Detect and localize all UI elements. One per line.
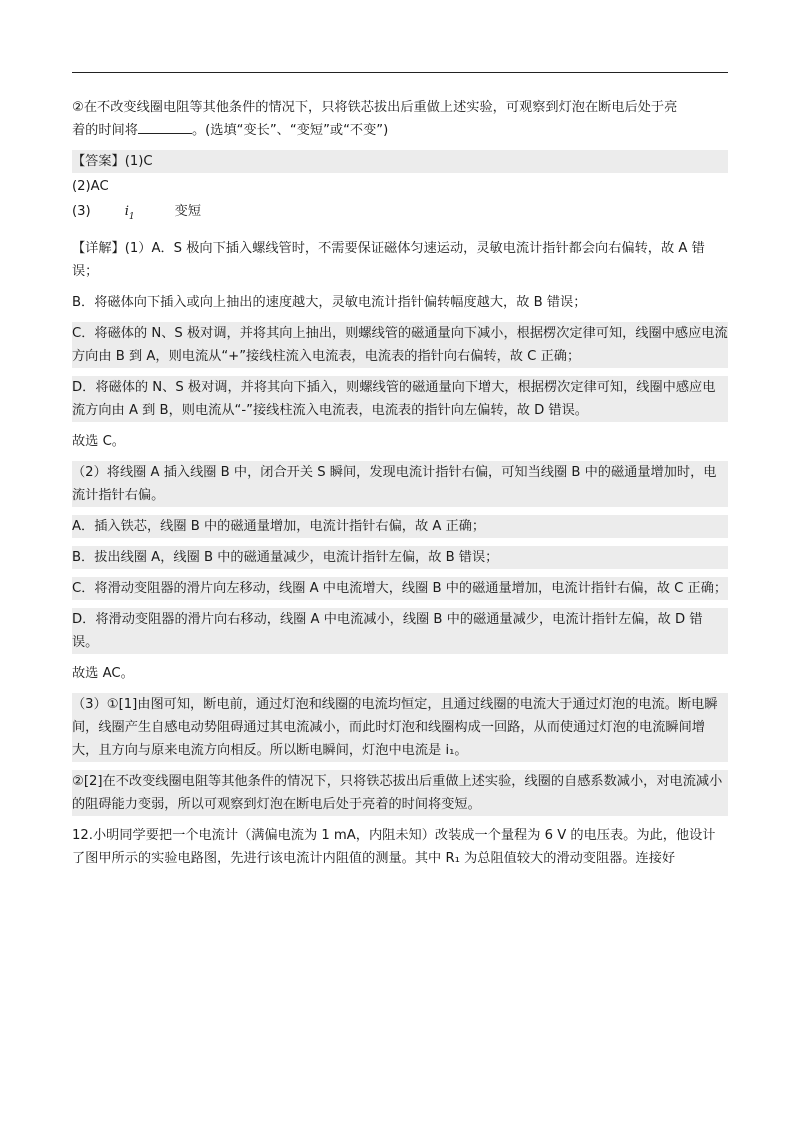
answer-label: 【答案】 <box>72 154 125 169</box>
detail-para-1: 【详解】(1）A．S 极向下插入螺线管时，不需要保证磁体匀速运动，灵敏电流计指针都会向右偏转，故 A 错误； <box>72 240 705 279</box>
question-12: 12.小明同学要把一个电流计（满偏电流为 1 mA，内阻未知）改装成一个量程为 6 V 的电压表。为此，他设计了图甲所示的实验电路图，先进行该电流计内阻值的测量。其中 R₁ 为总阻值较大的滑动变阻器。连接好 <box>72 827 716 866</box>
header-rule <box>72 72 728 73</box>
q2-line1: ②在不改变线圈电阻等其他条件的情况下，只将铁芯拔出后重做上述实验，可观察到灯泡在断电后处于亮 <box>72 100 678 115</box>
document-body <box>72 96 728 878</box>
detail-para-12: （3）①[1]由图可知，断电前，通过灯泡和线圈的电流均恒定，且通过线圈的电流大于通过灯泡的电流。断电瞬间，线圈产生自感电动势阻碍通过其电流减小，而此时灯泡和线圈构成一回路，从而使通过灯泡的电流瞬间增大，且方向与原来电流方向相反。所以断电瞬间，灯泡中电流是 i₁。 <box>72 693 728 762</box>
detail-para-11: 故选 AC。 <box>72 665 134 681</box>
detail-para-7: A．插入铁芯，线圈 B 中的磁通量增加，电流计指针右偏，故 A 正确； <box>72 515 728 538</box>
detail-para-8: B．拔出线圈 A，线圈 B 中的磁通量减少，电流计指针左偏，故 B 错误； <box>72 546 728 569</box>
detail-para-13: ②[2]在不改变线圈电阻等其他条件的情况下，只将铁芯拔出后重做上述实验，线圈的自感系数减小，对电流减小的阻碍能力变弱，所以可观察到灯泡在断电后处于亮着的时间将变短。 <box>72 770 728 816</box>
detail-para-2: B．将磁体向下插入或向上抽出的速度越大，灵敏电流计指针偏转幅度越大，故 B 错误； <box>72 294 587 310</box>
detail-para-4: D．将磁体的 N、S 极对调，并将其向下插入，则螺线管的磁通量向下增大，根据楞次定律可知，线圈中感应电流方向由 A 到 B，则电流从“-”接线柱流入电流表，电流表的指针向左偏转，故 D 错误。 <box>72 376 728 422</box>
answer-3-number: (3) <box>72 204 91 219</box>
question-part-2 <box>72 96 728 142</box>
detail-para-3: C．将磁体的 N、S 极对调，并将其向上抽出，则螺线管的磁通量向下减小，根据楞次定律可知，线圈中感应电流方向由 B 到 A，则电流从“+”接线柱流入电流表，电流表的指针向右偏转，故 C 正确； <box>72 322 728 368</box>
answer-line-3 <box>72 200 728 229</box>
answer-3-symbol: i1 <box>124 204 135 222</box>
answer-blank <box>138 119 192 134</box>
answer-1: (1)C <box>124 154 153 169</box>
answer-2: (2)AC <box>72 179 109 194</box>
answer-line-1 <box>72 150 728 173</box>
answer-3-text: 变短 <box>174 204 202 219</box>
q2-line2-prefix: 着的时间将 <box>72 123 138 138</box>
detail-para-9: C．将滑动变阻器的滑片向左移动，线圈 A 中电流增大，线圈 B 中的磁通量增加，电流计指针右偏，故 C 正确； <box>72 577 728 600</box>
q2-line2-suffix: 。(选填“变长”、“变短”或“不变”) <box>191 123 389 138</box>
detail-para-10: D．将滑动变阻器的滑片向右移动，线圈 A 中电流减小，线圈 B 中的磁通量减少，电流计指针左偏，故 D 错误。 <box>72 608 728 654</box>
detail-para-5: 故选 C。 <box>72 433 125 449</box>
detail-para-6: （2）将线圈 A 插入线圈 B 中，闭合开关 S 瞬间，发现电流计指针右偏，可知当线圈 B 中的磁通量增加时，电流计指针右偏。 <box>72 461 728 507</box>
answer-line-2 <box>72 175 728 198</box>
